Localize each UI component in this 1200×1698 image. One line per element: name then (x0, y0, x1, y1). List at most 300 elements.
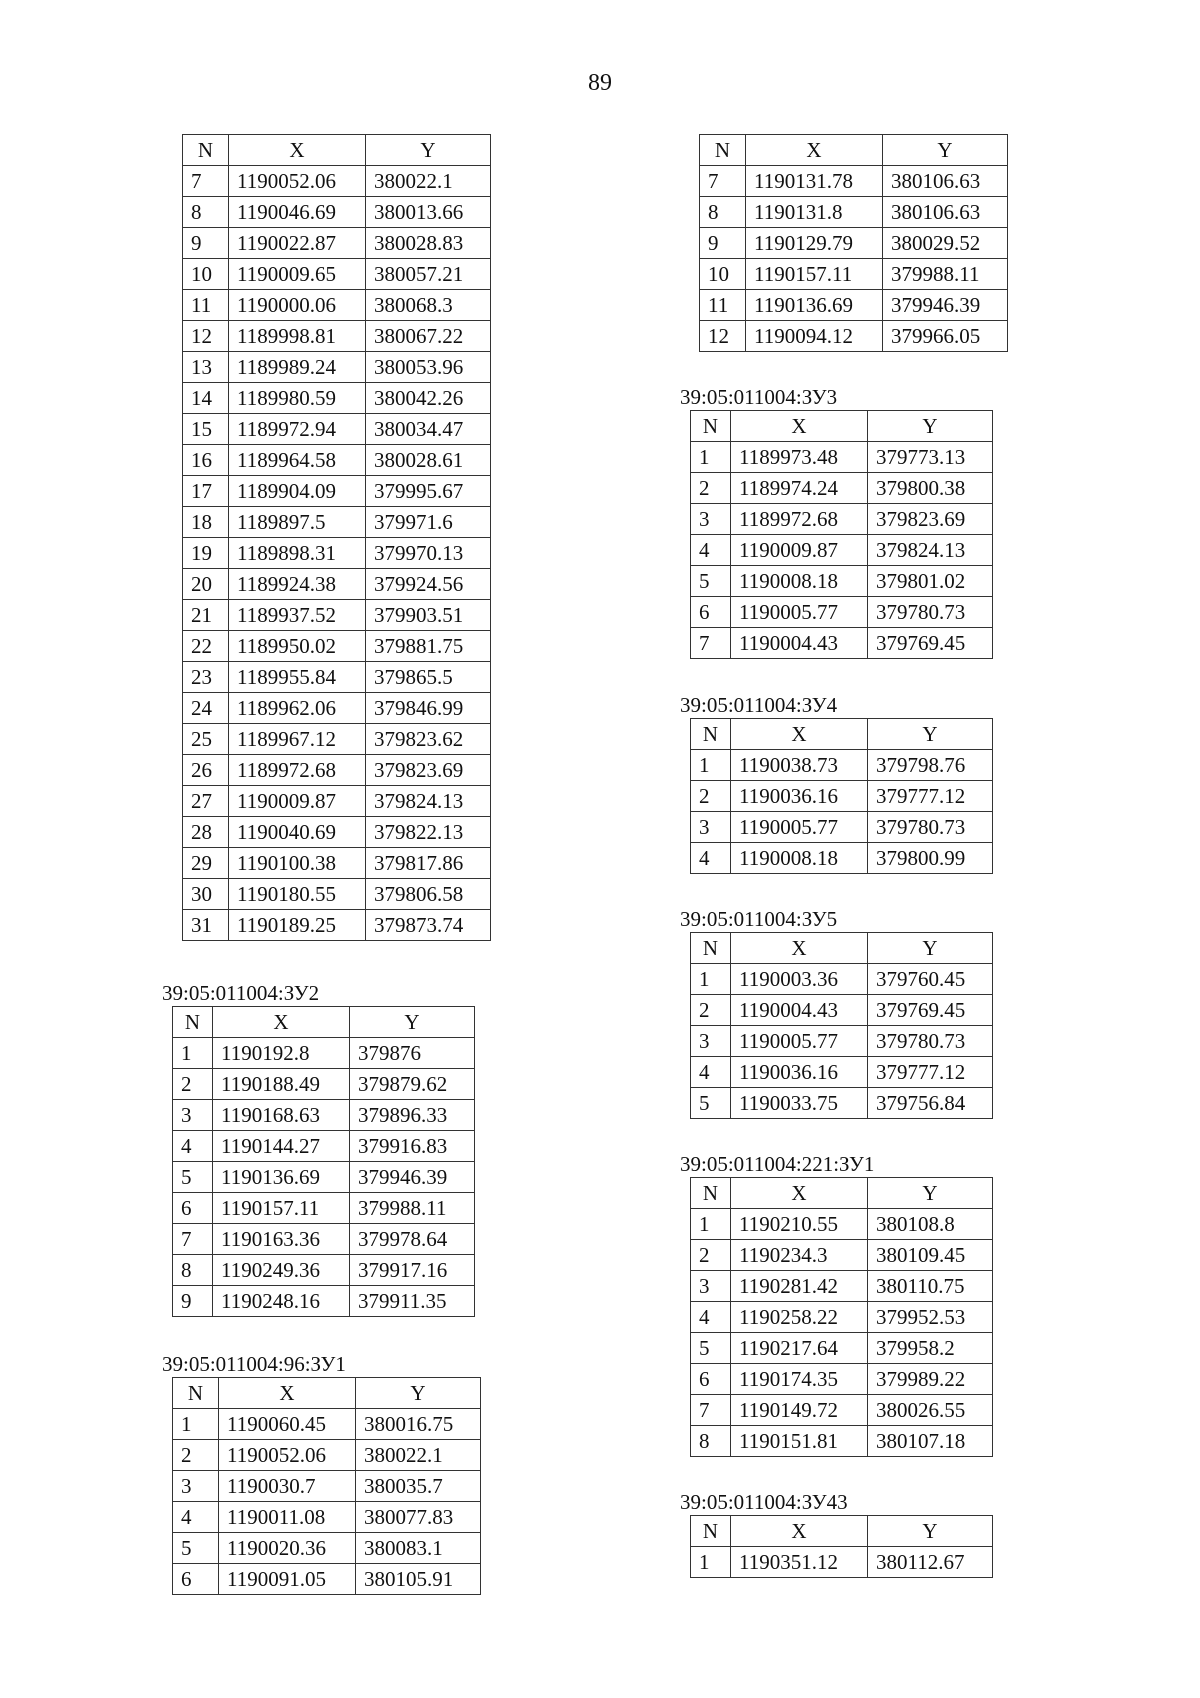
coordinates-table-block (680, 1489, 993, 1578)
header-x: X (213, 1007, 350, 1038)
header-n: N (173, 1378, 219, 1409)
y-coordinate-cell: 380029.52 (883, 228, 1008, 259)
point-number-cell: 1 (691, 1547, 731, 1578)
table-row (691, 1547, 993, 1578)
table-header-row (691, 1516, 993, 1547)
point-number-cell: 29 (183, 848, 229, 879)
table-header-row (183, 135, 491, 166)
point-number-cell: 5 (173, 1533, 219, 1564)
y-coordinate-cell: 380028.83 (366, 228, 491, 259)
y-coordinate-cell: 380035.7 (356, 1471, 481, 1502)
y-coordinate-cell: 379903.51 (366, 600, 491, 631)
y-coordinate-cell: 380106.63 (883, 197, 1008, 228)
header-y: Y (868, 933, 993, 964)
point-number-cell: 12 (700, 321, 746, 352)
point-number-cell: 2 (691, 995, 731, 1026)
point-number-cell: 3 (691, 1026, 731, 1057)
table-row (173, 1564, 481, 1595)
table-row (173, 1069, 475, 1100)
table-caption: 39:05:011004:ЗУ5 (680, 907, 838, 931)
x-coordinate-cell: 1189980.59 (229, 383, 366, 414)
y-coordinate-cell: 379966.05 (883, 321, 1008, 352)
header-y: Y (350, 1007, 475, 1038)
coordinates-table (182, 134, 491, 941)
table-row (700, 290, 1008, 321)
table-row (183, 631, 491, 662)
table-caption: 39:05:011004:ЗУ43 (680, 1490, 848, 1514)
x-coordinate-cell: 1190136.69 (213, 1162, 350, 1193)
point-number-cell: 3 (691, 504, 731, 535)
y-coordinate-cell: 380042.26 (366, 383, 491, 414)
y-coordinate-cell: 380028.61 (366, 445, 491, 476)
y-coordinate-cell: 380053.96 (366, 352, 491, 383)
point-number-cell: 2 (691, 781, 731, 812)
table-row (183, 910, 491, 941)
point-number-cell: 18 (183, 507, 229, 538)
table-row (183, 197, 491, 228)
x-coordinate-cell: 1189973.48 (731, 442, 868, 473)
table-row (183, 290, 491, 321)
point-number-cell: 25 (183, 724, 229, 755)
x-coordinate-cell: 1190180.55 (229, 879, 366, 910)
table-row (691, 1209, 993, 1240)
coordinates-table-block (680, 384, 993, 659)
x-coordinate-cell: 1190030.7 (219, 1471, 356, 1502)
x-coordinate-cell: 1189998.81 (229, 321, 366, 352)
point-number-cell: 22 (183, 631, 229, 662)
point-number-cell: 12 (183, 321, 229, 352)
table-row (691, 1271, 993, 1302)
table-row (183, 538, 491, 569)
point-number-cell: 8 (700, 197, 746, 228)
point-number-cell: 7 (700, 166, 746, 197)
point-number-cell: 3 (691, 1271, 731, 1302)
x-coordinate-cell: 1190022.87 (229, 228, 366, 259)
y-coordinate-cell: 379916.83 (350, 1131, 475, 1162)
coordinates-table (172, 1377, 481, 1595)
point-number-cell: 2 (173, 1440, 219, 1471)
coordinates-table (690, 932, 993, 1119)
point-number-cell: 3 (173, 1471, 219, 1502)
y-coordinate-cell: 379978.64 (350, 1224, 475, 1255)
point-number-cell: 9 (700, 228, 746, 259)
table-row (173, 1286, 475, 1317)
y-coordinate-cell: 380077.83 (356, 1502, 481, 1533)
table-caption: 39:05:011004:ЗУ4 (680, 693, 838, 717)
header-n: N (700, 135, 746, 166)
y-coordinate-cell: 380068.3 (366, 290, 491, 321)
table-row (183, 755, 491, 786)
y-coordinate-cell: 380022.1 (356, 1440, 481, 1471)
y-coordinate-cell: 379989.22 (868, 1364, 993, 1395)
table-row (183, 848, 491, 879)
point-number-cell: 27 (183, 786, 229, 817)
x-coordinate-cell: 1190000.06 (229, 290, 366, 321)
point-number-cell: 4 (691, 1302, 731, 1333)
table-row (183, 600, 491, 631)
y-coordinate-cell: 379988.11 (350, 1193, 475, 1224)
y-coordinate-cell: 379846.99 (366, 693, 491, 724)
header-x: X (731, 411, 868, 442)
point-number-cell: 2 (173, 1069, 213, 1100)
y-coordinate-cell: 379777.12 (868, 1057, 993, 1088)
point-number-cell: 8 (173, 1255, 213, 1286)
point-number-cell: 2 (691, 1240, 731, 1271)
header-n: N (183, 135, 229, 166)
point-number-cell: 14 (183, 383, 229, 414)
table-row (691, 628, 993, 659)
table-header-row (700, 135, 1008, 166)
point-number-cell: 28 (183, 817, 229, 848)
coordinates-table-block (162, 1351, 481, 1595)
y-coordinate-cell: 380026.55 (868, 1395, 993, 1426)
y-coordinate-cell: 379952.53 (868, 1302, 993, 1333)
y-coordinate-cell: 379946.39 (350, 1162, 475, 1193)
table-row (173, 1224, 475, 1255)
point-number-cell: 4 (691, 535, 731, 566)
y-coordinate-cell: 379971.6 (366, 507, 491, 538)
table-row (183, 352, 491, 383)
x-coordinate-cell: 1190163.36 (213, 1224, 350, 1255)
y-coordinate-cell: 379946.39 (883, 290, 1008, 321)
y-coordinate-cell: 380106.63 (883, 166, 1008, 197)
x-coordinate-cell: 1190036.16 (731, 1057, 868, 1088)
y-coordinate-cell: 379780.73 (868, 597, 993, 628)
table-row (691, 1240, 993, 1271)
x-coordinate-cell: 1190009.87 (229, 786, 366, 817)
x-coordinate-cell: 1190008.18 (731, 843, 868, 874)
x-coordinate-cell: 1190052.06 (219, 1440, 356, 1471)
x-coordinate-cell: 1189972.94 (229, 414, 366, 445)
point-number-cell: 11 (183, 290, 229, 321)
point-number-cell: 24 (183, 693, 229, 724)
coordinates-table (690, 410, 993, 659)
table-row (700, 228, 1008, 259)
table-row (183, 321, 491, 352)
x-coordinate-cell: 1190011.08 (219, 1502, 356, 1533)
y-coordinate-cell: 379896.33 (350, 1100, 475, 1131)
header-x: X (731, 933, 868, 964)
point-number-cell: 4 (691, 843, 731, 874)
y-coordinate-cell: 379817.86 (366, 848, 491, 879)
x-coordinate-cell: 1190248.16 (213, 1286, 350, 1317)
point-number-cell: 15 (183, 414, 229, 445)
y-coordinate-cell: 380108.8 (868, 1209, 993, 1240)
table-row (183, 166, 491, 197)
table-header-row (691, 719, 993, 750)
header-n: N (691, 1178, 731, 1209)
coordinates-table-block (680, 1151, 993, 1457)
table-header-row (691, 411, 993, 442)
table-row (691, 1088, 993, 1119)
table-row (691, 1057, 993, 1088)
point-number-cell: 5 (691, 1333, 731, 1364)
y-coordinate-cell: 379822.13 (366, 817, 491, 848)
table-row (700, 259, 1008, 290)
point-number-cell: 9 (183, 228, 229, 259)
x-coordinate-cell: 1189898.31 (229, 538, 366, 569)
point-number-cell: 1 (173, 1038, 213, 1069)
point-number-cell: 2 (691, 473, 731, 504)
table-row (691, 1026, 993, 1057)
table-row (183, 693, 491, 724)
y-coordinate-cell: 380034.47 (366, 414, 491, 445)
x-coordinate-cell: 1189972.68 (731, 504, 868, 535)
x-coordinate-cell: 1189924.38 (229, 569, 366, 600)
x-coordinate-cell: 1190131.8 (746, 197, 883, 228)
table-row (691, 504, 993, 535)
x-coordinate-cell: 1190038.73 (731, 750, 868, 781)
y-coordinate-cell: 379865.5 (366, 662, 491, 693)
y-coordinate-cell: 379970.13 (366, 538, 491, 569)
table-row (700, 197, 1008, 228)
point-number-cell: 7 (691, 628, 731, 659)
x-coordinate-cell: 1190004.43 (731, 995, 868, 1026)
y-coordinate-cell: 379773.13 (868, 442, 993, 473)
point-number-cell: 26 (183, 755, 229, 786)
x-coordinate-cell: 1190174.35 (731, 1364, 868, 1395)
x-coordinate-cell: 1190040.69 (229, 817, 366, 848)
header-x: X (731, 1516, 868, 1547)
header-n: N (691, 411, 731, 442)
point-number-cell: 10 (700, 259, 746, 290)
point-number-cell: 1 (691, 1209, 731, 1240)
table-header-row (173, 1378, 481, 1409)
table-row (173, 1471, 481, 1502)
table-row (173, 1038, 475, 1069)
header-y: Y (883, 135, 1008, 166)
point-number-cell: 1 (173, 1409, 219, 1440)
page-number: 89 (588, 70, 612, 96)
point-number-cell: 6 (173, 1193, 213, 1224)
table-row (183, 662, 491, 693)
table-row (173, 1193, 475, 1224)
x-coordinate-cell: 1190136.69 (746, 290, 883, 321)
table-row (173, 1100, 475, 1131)
y-coordinate-cell: 379800.38 (868, 473, 993, 504)
y-coordinate-cell: 380112.67 (868, 1547, 993, 1578)
x-coordinate-cell: 1190351.12 (731, 1547, 868, 1578)
table-row (173, 1162, 475, 1193)
coordinates-table-block (182, 134, 491, 941)
point-number-cell: 7 (183, 166, 229, 197)
x-coordinate-cell: 1190217.64 (731, 1333, 868, 1364)
x-coordinate-cell: 1190005.77 (731, 812, 868, 843)
y-coordinate-cell: 380110.75 (868, 1271, 993, 1302)
table-row (183, 228, 491, 259)
x-coordinate-cell: 1189955.84 (229, 662, 366, 693)
point-number-cell: 13 (183, 352, 229, 383)
x-coordinate-cell: 1190168.63 (213, 1100, 350, 1131)
header-n: N (691, 1516, 731, 1547)
table-row (691, 812, 993, 843)
point-number-cell: 30 (183, 879, 229, 910)
x-coordinate-cell: 1190144.27 (213, 1131, 350, 1162)
header-x: X (219, 1378, 356, 1409)
x-coordinate-cell: 1189937.52 (229, 600, 366, 631)
header-x: X (731, 1178, 868, 1209)
y-coordinate-cell: 379988.11 (883, 259, 1008, 290)
table-row (173, 1409, 481, 1440)
y-coordinate-cell: 379780.73 (868, 812, 993, 843)
x-coordinate-cell: 1190258.22 (731, 1302, 868, 1333)
x-coordinate-cell: 1189972.68 (229, 755, 366, 786)
y-coordinate-cell: 380016.75 (356, 1409, 481, 1440)
point-number-cell: 5 (691, 566, 731, 597)
table-row (183, 414, 491, 445)
x-coordinate-cell: 1190046.69 (229, 197, 366, 228)
coordinates-table (690, 1515, 993, 1578)
point-number-cell: 1 (691, 750, 731, 781)
table-row (183, 507, 491, 538)
x-coordinate-cell: 1189897.5 (229, 507, 366, 538)
header-x: X (746, 135, 883, 166)
table-header-row (173, 1007, 475, 1038)
x-coordinate-cell: 1190036.16 (731, 781, 868, 812)
table-row (691, 964, 993, 995)
table-row (691, 473, 993, 504)
x-coordinate-cell: 1190005.77 (731, 597, 868, 628)
table-row (183, 817, 491, 848)
table-row (183, 569, 491, 600)
x-coordinate-cell: 1189964.58 (229, 445, 366, 476)
point-number-cell: 7 (691, 1395, 731, 1426)
point-number-cell: 31 (183, 910, 229, 941)
x-coordinate-cell: 1190004.43 (731, 628, 868, 659)
y-coordinate-cell: 379823.69 (366, 755, 491, 786)
header-y: Y (366, 135, 491, 166)
table-row (173, 1502, 481, 1533)
x-coordinate-cell: 1190020.36 (219, 1533, 356, 1564)
point-number-cell: 4 (173, 1502, 219, 1533)
x-coordinate-cell: 1190033.75 (731, 1088, 868, 1119)
table-caption: 39:05:011004:221:ЗУ1 (680, 1152, 875, 1176)
y-coordinate-cell: 380022.1 (366, 166, 491, 197)
y-coordinate-cell: 379806.58 (366, 879, 491, 910)
coordinates-table (699, 134, 1008, 352)
table-header-row (691, 1178, 993, 1209)
point-number-cell: 1 (691, 964, 731, 995)
y-coordinate-cell: 379824.13 (868, 535, 993, 566)
x-coordinate-cell: 1189989.24 (229, 352, 366, 383)
table-row (691, 597, 993, 628)
x-coordinate-cell: 1190151.81 (731, 1426, 868, 1457)
table-row (173, 1440, 481, 1471)
header-x: X (731, 719, 868, 750)
table-caption: 39:05:011004:ЗУ3 (680, 385, 838, 409)
x-coordinate-cell: 1190009.65 (229, 259, 366, 290)
point-number-cell: 5 (173, 1162, 213, 1193)
x-coordinate-cell: 1190249.36 (213, 1255, 350, 1286)
point-number-cell: 19 (183, 538, 229, 569)
header-y: Y (868, 1178, 993, 1209)
x-coordinate-cell: 1189950.02 (229, 631, 366, 662)
x-coordinate-cell: 1190234.3 (731, 1240, 868, 1271)
y-coordinate-cell: 380057.21 (366, 259, 491, 290)
table-row (691, 566, 993, 597)
header-x: X (229, 135, 366, 166)
y-coordinate-cell: 379958.2 (868, 1333, 993, 1364)
y-coordinate-cell: 379881.75 (366, 631, 491, 662)
table-row (691, 1395, 993, 1426)
y-coordinate-cell: 380109.45 (868, 1240, 993, 1271)
table-row (183, 724, 491, 755)
x-coordinate-cell: 1190009.87 (731, 535, 868, 566)
point-number-cell: 17 (183, 476, 229, 507)
x-coordinate-cell: 1190060.45 (219, 1409, 356, 1440)
y-coordinate-cell: 380013.66 (366, 197, 491, 228)
x-coordinate-cell: 1190192.8 (213, 1038, 350, 1069)
x-coordinate-cell: 1189904.09 (229, 476, 366, 507)
table-row (183, 383, 491, 414)
y-coordinate-cell: 380105.91 (356, 1564, 481, 1595)
header-n: N (691, 719, 731, 750)
header-y: Y (868, 1516, 993, 1547)
point-number-cell: 6 (691, 1364, 731, 1395)
table-caption: 39:05:011004:ЗУ2 (162, 981, 320, 1005)
y-coordinate-cell: 379769.45 (868, 995, 993, 1026)
point-number-cell: 21 (183, 600, 229, 631)
x-coordinate-cell: 1190003.36 (731, 964, 868, 995)
header-n: N (173, 1007, 213, 1038)
y-coordinate-cell: 379777.12 (868, 781, 993, 812)
y-coordinate-cell: 379769.45 (868, 628, 993, 659)
x-coordinate-cell: 1190189.25 (229, 910, 366, 941)
header-y: Y (868, 411, 993, 442)
header-y: Y (868, 719, 993, 750)
y-coordinate-cell: 379873.74 (366, 910, 491, 941)
point-number-cell: 4 (691, 1057, 731, 1088)
table-row (691, 781, 993, 812)
x-coordinate-cell: 1190129.79 (746, 228, 883, 259)
y-coordinate-cell: 379760.45 (868, 964, 993, 995)
point-number-cell: 16 (183, 445, 229, 476)
x-coordinate-cell: 1190188.49 (213, 1069, 350, 1100)
point-number-cell: 10 (183, 259, 229, 290)
table-row (691, 1302, 993, 1333)
coordinates-table-block (699, 134, 1008, 352)
point-number-cell: 8 (691, 1426, 731, 1457)
x-coordinate-cell: 1190005.77 (731, 1026, 868, 1057)
x-coordinate-cell: 1190149.72 (731, 1395, 868, 1426)
coordinates-table-block (680, 692, 993, 874)
point-number-cell: 6 (691, 597, 731, 628)
table-header-row (691, 933, 993, 964)
x-coordinate-cell: 1190157.11 (213, 1193, 350, 1224)
x-coordinate-cell: 1189974.24 (731, 473, 868, 504)
y-coordinate-cell: 379798.76 (868, 750, 993, 781)
table-row (691, 1426, 993, 1457)
x-coordinate-cell: 1190008.18 (731, 566, 868, 597)
table-caption: 39:05:011004:96:ЗУ1 (162, 1352, 346, 1376)
y-coordinate-cell: 379823.69 (868, 504, 993, 535)
table-row (691, 442, 993, 473)
x-coordinate-cell: 1189962.06 (229, 693, 366, 724)
table-row (691, 535, 993, 566)
table-row (691, 843, 993, 874)
y-coordinate-cell: 379995.67 (366, 476, 491, 507)
point-number-cell: 20 (183, 569, 229, 600)
point-number-cell: 8 (183, 197, 229, 228)
x-coordinate-cell: 1190091.05 (219, 1564, 356, 1595)
coordinates-table-block (162, 980, 475, 1317)
y-coordinate-cell: 379780.73 (868, 1026, 993, 1057)
point-number-cell: 23 (183, 662, 229, 693)
y-coordinate-cell: 379801.02 (868, 566, 993, 597)
header-y: Y (356, 1378, 481, 1409)
y-coordinate-cell: 379824.13 (366, 786, 491, 817)
coordinates-table (690, 718, 993, 874)
